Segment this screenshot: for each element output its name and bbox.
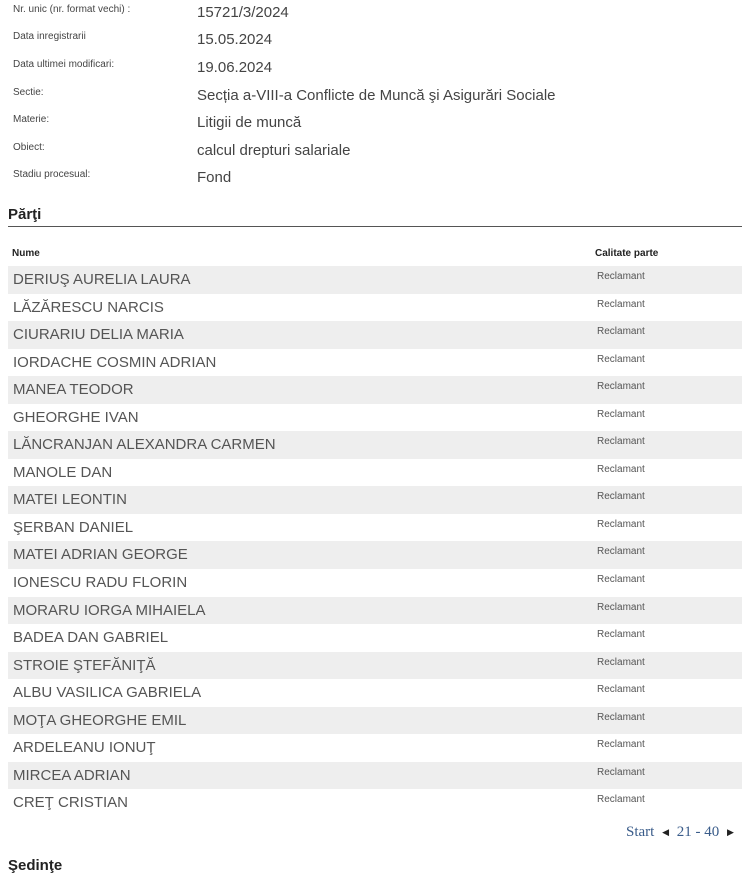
info-row-data-inregistrarii	[0, 31, 750, 58]
party-role: Reclamant	[597, 656, 645, 668]
party-name: MANOLE DAN	[13, 463, 113, 481]
table-row	[8, 486, 742, 514]
parties-table-body	[8, 266, 742, 817]
info-label: Stadiu procesual:	[13, 169, 91, 180]
table-row	[8, 597, 742, 625]
info-row-stadiu	[0, 169, 750, 196]
table-row	[8, 294, 742, 322]
info-value: 15.05.2024	[197, 31, 273, 48]
party-role: Reclamant	[597, 271, 645, 282]
pager-start-link[interactable]: Start	[626, 824, 655, 841]
pagination	[626, 824, 738, 844]
info-value: Litigii de muncă	[197, 114, 302, 131]
table-row	[8, 569, 742, 597]
info-label: Nr. unic (nr. format vechi) :	[13, 4, 131, 15]
party-name: LĂZĂRESCU NARCIS	[13, 298, 164, 316]
party-role: Reclamant	[597, 711, 645, 723]
party-role: Reclamant	[597, 298, 645, 310]
next-arrow-icon[interactable]: ▶	[727, 827, 734, 838]
party-role: Reclamant	[597, 739, 645, 751]
info-row-obiect	[0, 142, 750, 169]
table-row	[8, 707, 742, 735]
party-name: ŞERBAN DANIEL	[13, 518, 134, 536]
info-row-nr-unic	[0, 4, 750, 31]
party-name: IONESCU RADU FLORIN	[13, 574, 188, 592]
info-value: 19.06.2024	[197, 59, 273, 76]
pager-range: 21 - 40	[676, 824, 720, 841]
party-role: Reclamant	[597, 684, 645, 696]
party-name: ARDELEANU IONUŢ	[13, 739, 156, 757]
parties-table-header	[8, 248, 742, 268]
party-role: Reclamant	[597, 353, 645, 365]
table-row	[8, 459, 742, 487]
info-label: Data ultimei modificari:	[13, 59, 115, 70]
party-role: Reclamant	[597, 766, 645, 778]
info-value: Secția a-VIII-a Conflicte de Muncă şi Asigurări Sociale	[197, 87, 556, 104]
table-row	[8, 321, 742, 349]
party-name: IORDACHE COSMIN ADRIAN	[13, 353, 217, 371]
party-role: Reclamant	[597, 381, 645, 393]
info-label: Data inregistrarii	[13, 31, 86, 42]
party-name: MANEA TEODOR	[13, 381, 134, 399]
table-row	[8, 266, 742, 294]
info-value: calcul drepturi salariale	[197, 142, 351, 159]
info-value: 15721/3/2024	[197, 4, 289, 21]
party-role: Reclamant	[597, 574, 645, 586]
section-title-sedinte: Şedinţe	[8, 857, 63, 874]
info-value: Fond	[197, 169, 232, 186]
section-divider	[8, 226, 742, 227]
table-row	[8, 679, 742, 707]
party-role: Reclamant	[597, 463, 645, 475]
info-row-materie	[0, 114, 750, 141]
party-role: Reclamant	[597, 408, 645, 420]
party-role: Reclamant	[597, 601, 645, 613]
party-name: MORARU IORGA MIHAIELA	[13, 601, 206, 619]
party-name: CREŢ CRISTIAN	[13, 794, 129, 812]
party-role: Reclamant	[597, 794, 645, 806]
table-row	[8, 624, 742, 652]
table-row	[8, 404, 742, 432]
table-row	[8, 376, 742, 404]
prev-arrow-icon[interactable]: ◀	[662, 827, 670, 838]
party-name: MATEI ADRIAN GEORGE	[13, 546, 188, 564]
party-name: ALBU VASILICA GABRIELA	[13, 684, 202, 702]
column-header-name: Nume	[12, 248, 40, 259]
party-name: CIURARIU DELIA MARIA	[13, 326, 184, 344]
party-role: Reclamant	[597, 518, 645, 530]
party-role: Reclamant	[597, 491, 645, 503]
party-name: MIRCEA ADRIAN	[13, 766, 131, 784]
table-row	[8, 762, 742, 790]
table-row	[8, 789, 742, 817]
party-name: DERIUŞ AURELIA LAURA	[13, 271, 191, 288]
table-row	[8, 349, 742, 377]
party-role: Reclamant	[597, 326, 645, 338]
party-name: STROIE ŞTEFĂNIŢĂ	[13, 656, 156, 674]
table-row	[8, 734, 742, 762]
info-row-data-modificari	[0, 59, 750, 86]
info-label: Obiect:	[13, 142, 45, 153]
info-label: Materie:	[13, 114, 50, 125]
party-name: MOŢA GHEORGHE EMIL	[13, 711, 187, 729]
table-row	[8, 514, 742, 542]
table-row	[8, 541, 742, 569]
party-role: Reclamant	[597, 436, 645, 448]
info-label: Sectie:	[13, 87, 44, 98]
party-role: Reclamant	[597, 629, 645, 641]
party-name: LĂNCRANJAN ALEXANDRA CARMEN	[13, 436, 276, 454]
party-role: Reclamant	[597, 546, 645, 558]
table-row	[8, 652, 742, 680]
table-row	[8, 431, 742, 459]
party-name: GHEORGHE IVAN	[13, 408, 139, 426]
column-header-role: Calitate parte	[595, 248, 659, 259]
info-row-sectie	[0, 87, 750, 114]
party-name: MATEI LEONTIN	[13, 491, 127, 509]
party-name: BADEA DAN GABRIEL	[13, 629, 169, 647]
section-title-parti: Părţi	[8, 206, 42, 223]
